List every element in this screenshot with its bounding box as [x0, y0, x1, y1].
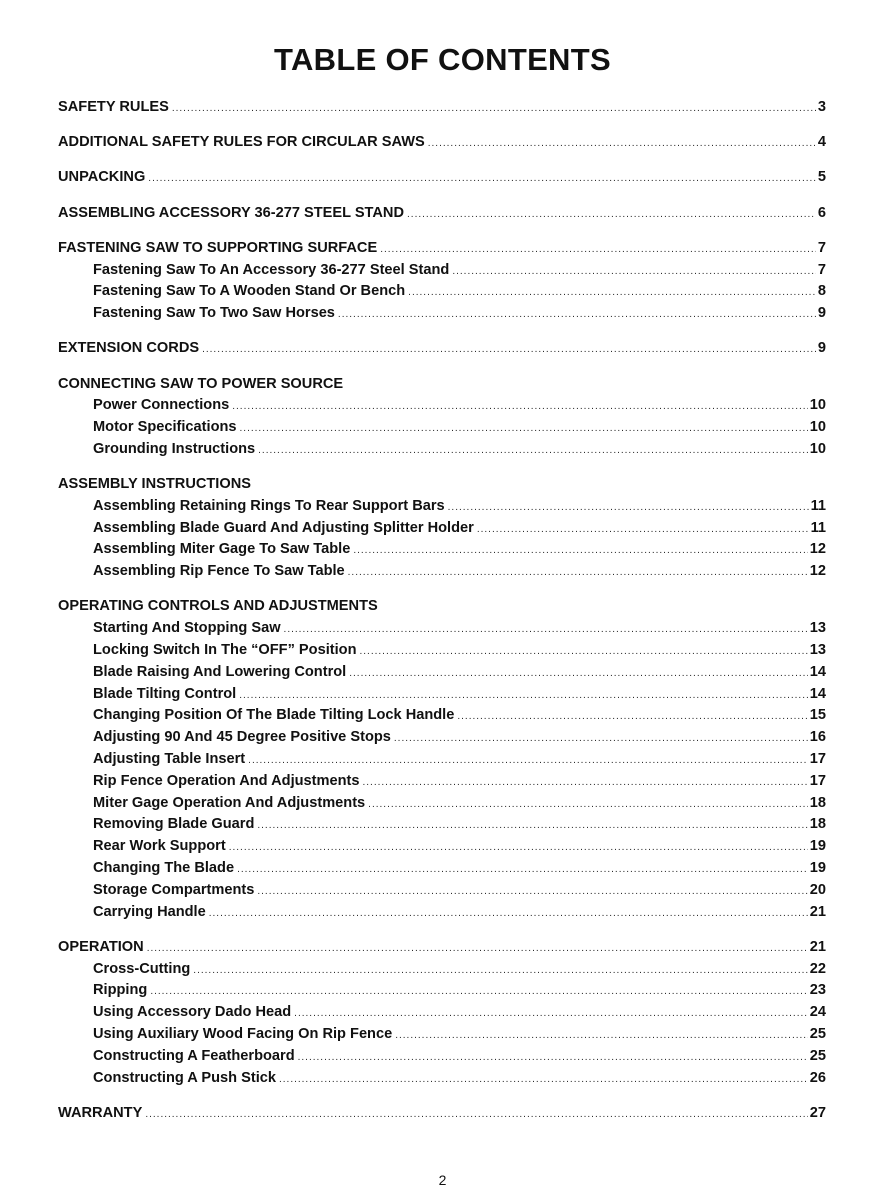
toc-subsection-entry: [58, 1024, 826, 1046]
toc-entry-page: 18: [809, 816, 826, 833]
toc-section-entry: [58, 97, 826, 119]
toc-entry-page: 12: [809, 563, 826, 580]
toc-entry-page: 24: [809, 1004, 826, 1021]
toc-entry-page: 22: [809, 960, 826, 977]
page-title: TABLE OF CONTENTS: [274, 42, 611, 77]
toc-dot-leader: [394, 728, 808, 749]
toc-dot-leader: [477, 519, 809, 540]
toc-entry-title: Starting And Stopping Saw: [93, 620, 281, 637]
toc-entry-title: ASSEMBLING ACCESSORY 36-277 STEEL STAND: [58, 204, 405, 221]
toc-dot-leader: [229, 837, 808, 858]
toc-dot-leader: [172, 98, 816, 119]
toc-entry-title: Assembling Miter Gage To Saw Table: [93, 541, 351, 558]
toc-entry-title: ASSEMBLY INSTRUCTIONS: [58, 476, 251, 493]
toc-subsection-entry: [58, 980, 826, 1002]
toc-subsection-entry: [58, 814, 826, 836]
toc-subsection-entry: [58, 303, 826, 325]
toc-entry-title: Removing Blade Guard: [93, 816, 255, 833]
toc-entry-page: 14: [809, 663, 826, 680]
toc-dot-leader: [279, 1069, 808, 1090]
toc-entry-title: Fastening Saw To A Wooden Stand Or Bench: [93, 283, 406, 300]
toc-entry-page: 25: [809, 1047, 826, 1064]
toc-entry-page: 19: [809, 838, 826, 855]
toc-dot-leader: [428, 133, 816, 154]
toc-section-entry: [58, 338, 826, 360]
toc-section-entry: [58, 937, 826, 959]
toc-dot-leader: [395, 1025, 808, 1046]
toc-subsection-entry: [58, 640, 826, 662]
toc-entry-page: 5: [817, 169, 826, 186]
toc-entry-title: Adjusting 90 And 45 Degree Positive Stops: [93, 729, 391, 746]
toc-dot-leader: [294, 1003, 808, 1024]
toc-entry-title: ADDITIONAL SAFETY RULES FOR CIRCULAR SAWS: [58, 134, 425, 151]
toc-entry-page: 7: [817, 239, 826, 256]
toc-section-entry: [58, 167, 826, 189]
toc-entry-page: 3: [817, 99, 826, 115]
toc-entry-page: 14: [809, 685, 826, 702]
toc-entry-title: Fastening Saw To An Accessory 36-277 Steel Stand: [93, 261, 450, 278]
toc-entry-page: 15: [809, 707, 826, 724]
toc-section-entry: [58, 374, 826, 396]
toc-subsection-entry: [58, 684, 826, 706]
toc-entry-title: Blade Tilting Control: [93, 685, 237, 702]
toc-entry-title: Miter Gage Operation And Adjustments: [93, 794, 366, 811]
toc-dot-leader: [257, 881, 807, 902]
toc-subsection-entry: [58, 518, 826, 540]
toc-entry-title: Constructing A Push Stick: [93, 1069, 276, 1086]
toc-dot-leader: [448, 497, 809, 518]
toc-dot-leader: [147, 938, 808, 959]
toc-entry-title: Rear Work Support: [93, 838, 226, 855]
toc-subsection-entry: [58, 793, 826, 815]
toc-entry-title: EXTENSION CORDS: [58, 340, 200, 357]
toc-entry-page: 10: [809, 419, 826, 436]
toc-subsection-entry: [58, 439, 826, 461]
toc-dot-leader: [353, 540, 807, 561]
toc-entry-title: Changing Position Of The Blade Tilting Lock Handle: [93, 707, 455, 724]
toc-entry-title: SAFETY RULES: [58, 99, 169, 115]
toc-entry-page: 21: [809, 938, 826, 955]
toc-entry-title: OPERATION: [58, 938, 144, 955]
toc-entry-page: 27: [809, 1104, 826, 1121]
toc-dot-leader: [232, 396, 808, 417]
toc-section-entry: [58, 1103, 826, 1125]
toc-dot-leader: [237, 859, 808, 880]
toc-dot-leader: [407, 204, 816, 225]
toc-dot-leader: [338, 304, 816, 325]
toc-subsection-entry: [58, 705, 826, 727]
toc-dot-leader: [239, 685, 808, 706]
toc-entry-title: Cross-Cutting: [93, 960, 191, 977]
toc-subsection-entry: [58, 539, 826, 561]
toc-entry-page: 10: [809, 440, 826, 457]
toc-entry-title: Blade Raising And Lowering Control: [93, 663, 347, 680]
toc-subsection-entry: [58, 417, 826, 439]
toc-section-entry: [58, 238, 826, 260]
toc-entry-title: Storage Compartments: [93, 881, 255, 898]
toc-dot-leader: [368, 794, 808, 815]
toc-subsection-entry: [58, 858, 826, 880]
toc-dot-leader: [209, 903, 808, 924]
toc-entry-title: Constructing A Featherboard: [93, 1047, 295, 1064]
toc-entry-title: Adjusting Table Insert: [93, 751, 246, 768]
toc-subsection-entry: [58, 1002, 826, 1024]
toc-dot-leader: [360, 641, 808, 662]
toc-entry-page: 21: [809, 903, 826, 920]
toc-dot-leader: [148, 168, 816, 189]
toc-subsection-entry: [58, 1068, 826, 1090]
toc-entry-title: Ripping: [93, 982, 148, 999]
toc-subsection-entry: [58, 959, 826, 981]
toc-entry-title: CONNECTING SAW TO POWER SOURCE: [58, 375, 344, 392]
toc-subsection-entry: [58, 496, 826, 518]
toc-entry-title: Locking Switch In The “OFF” Position: [93, 642, 357, 659]
toc-entry-title: Fastening Saw To Two Saw Horses: [93, 305, 335, 322]
toc-dot-leader: [298, 1047, 808, 1068]
toc-entry-title: OPERATING CONTROLS AND ADJUSTMENTS: [58, 598, 378, 615]
toc-entry-title: Changing The Blade: [93, 860, 235, 877]
toc-entry-page: 9: [817, 305, 826, 322]
toc-dot-leader: [258, 440, 808, 461]
toc-subsection-entry: [58, 260, 826, 282]
toc-dot-leader: [348, 562, 808, 583]
toc-entry-page: 13: [809, 620, 826, 637]
toc-dot-leader: [363, 772, 808, 793]
toc-dot-leader: [248, 750, 808, 771]
toc-entry-title: Using Accessory Dado Head: [93, 1004, 292, 1021]
toc-entry-page: 25: [809, 1026, 826, 1042]
toc-entry-page: 17: [809, 751, 826, 768]
toc-dot-leader: [284, 619, 808, 640]
toc-entry-page: 4: [817, 134, 826, 151]
toc-entry-page: 8: [817, 283, 826, 300]
toc-entry-title: Motor Specifications: [93, 419, 237, 436]
toc-subsection-entry: [58, 618, 826, 640]
page-number: 2: [438, 1172, 447, 1188]
toc-entry-page: 19: [809, 860, 826, 877]
toc-dot-leader: [145, 1104, 807, 1125]
toc-dot-leader: [349, 663, 808, 684]
toc-entry-page: 6: [817, 204, 826, 221]
toc-subsection-entry: [58, 662, 826, 684]
toc-subsection-entry: [58, 1046, 826, 1068]
toc-entry-page: 7: [817, 261, 826, 278]
table-of-contents: [58, 97, 826, 1125]
toc-subsection-entry: [58, 902, 826, 924]
toc-entry-title: Using Auxiliary Wood Facing On Rip Fence: [93, 1026, 393, 1042]
toc-dot-leader: [257, 815, 807, 836]
toc-dot-leader: [240, 418, 808, 439]
toc-entry-page: 16: [809, 729, 826, 746]
toc-dot-leader: [452, 261, 816, 282]
toc-entry-title: Power Connections: [93, 397, 230, 414]
toc-entry-title: Assembling Retaining Rings To Rear Support Bars: [93, 497, 445, 514]
toc-entry-page: 23: [809, 982, 826, 999]
toc-subsection-entry: [58, 749, 826, 771]
toc-dot-leader: [457, 706, 807, 727]
toc-subsection-entry: [58, 771, 826, 793]
toc-dot-leader: [150, 981, 807, 1002]
toc-entry-title: Carrying Handle: [93, 903, 206, 920]
toc-section-entry: [58, 474, 826, 496]
toc-dot-leader: [408, 282, 816, 303]
toc-entry-page: 13: [809, 642, 826, 659]
toc-entry-page: 11: [810, 497, 826, 514]
toc-dot-leader: [380, 239, 816, 260]
toc-entry-title: WARRANTY: [58, 1104, 143, 1121]
toc-subsection-entry: [58, 561, 826, 583]
toc-entry-page: 12: [809, 541, 826, 558]
toc-entry-page: 9: [817, 340, 826, 357]
toc-subsection-entry: [58, 395, 826, 417]
toc-entry-page: 17: [809, 772, 826, 789]
toc-subsection-entry: [58, 836, 826, 858]
toc-entry-title: Assembling Rip Fence To Saw Table: [93, 563, 345, 580]
toc-entry-page: 26: [809, 1069, 826, 1086]
toc-entry-page: 11: [810, 519, 826, 536]
toc-entry-page: 10: [809, 397, 826, 414]
toc-section-entry: [58, 596, 826, 618]
toc-subsection-entry: [58, 880, 826, 902]
toc-entry-page: 20: [809, 881, 826, 898]
toc-entry-title: Rip Fence Operation And Adjustments: [93, 772, 360, 789]
toc-section-entry: [58, 203, 826, 225]
toc-dot-leader: [202, 339, 816, 360]
toc-entry-page: 18: [809, 794, 826, 811]
toc-entry-title: Grounding Instructions: [93, 440, 256, 457]
toc-entry-title: UNPACKING: [58, 169, 146, 186]
toc-dot-leader: [193, 960, 807, 981]
toc-subsection-entry: [58, 281, 826, 303]
toc-entry-title: Assembling Blade Guard And Adjusting Splitter Holder: [93, 519, 474, 536]
toc-entry-title: FASTENING SAW TO SUPPORTING SURFACE: [58, 239, 378, 256]
toc-subsection-entry: [58, 727, 826, 749]
toc-section-entry: [58, 132, 826, 154]
